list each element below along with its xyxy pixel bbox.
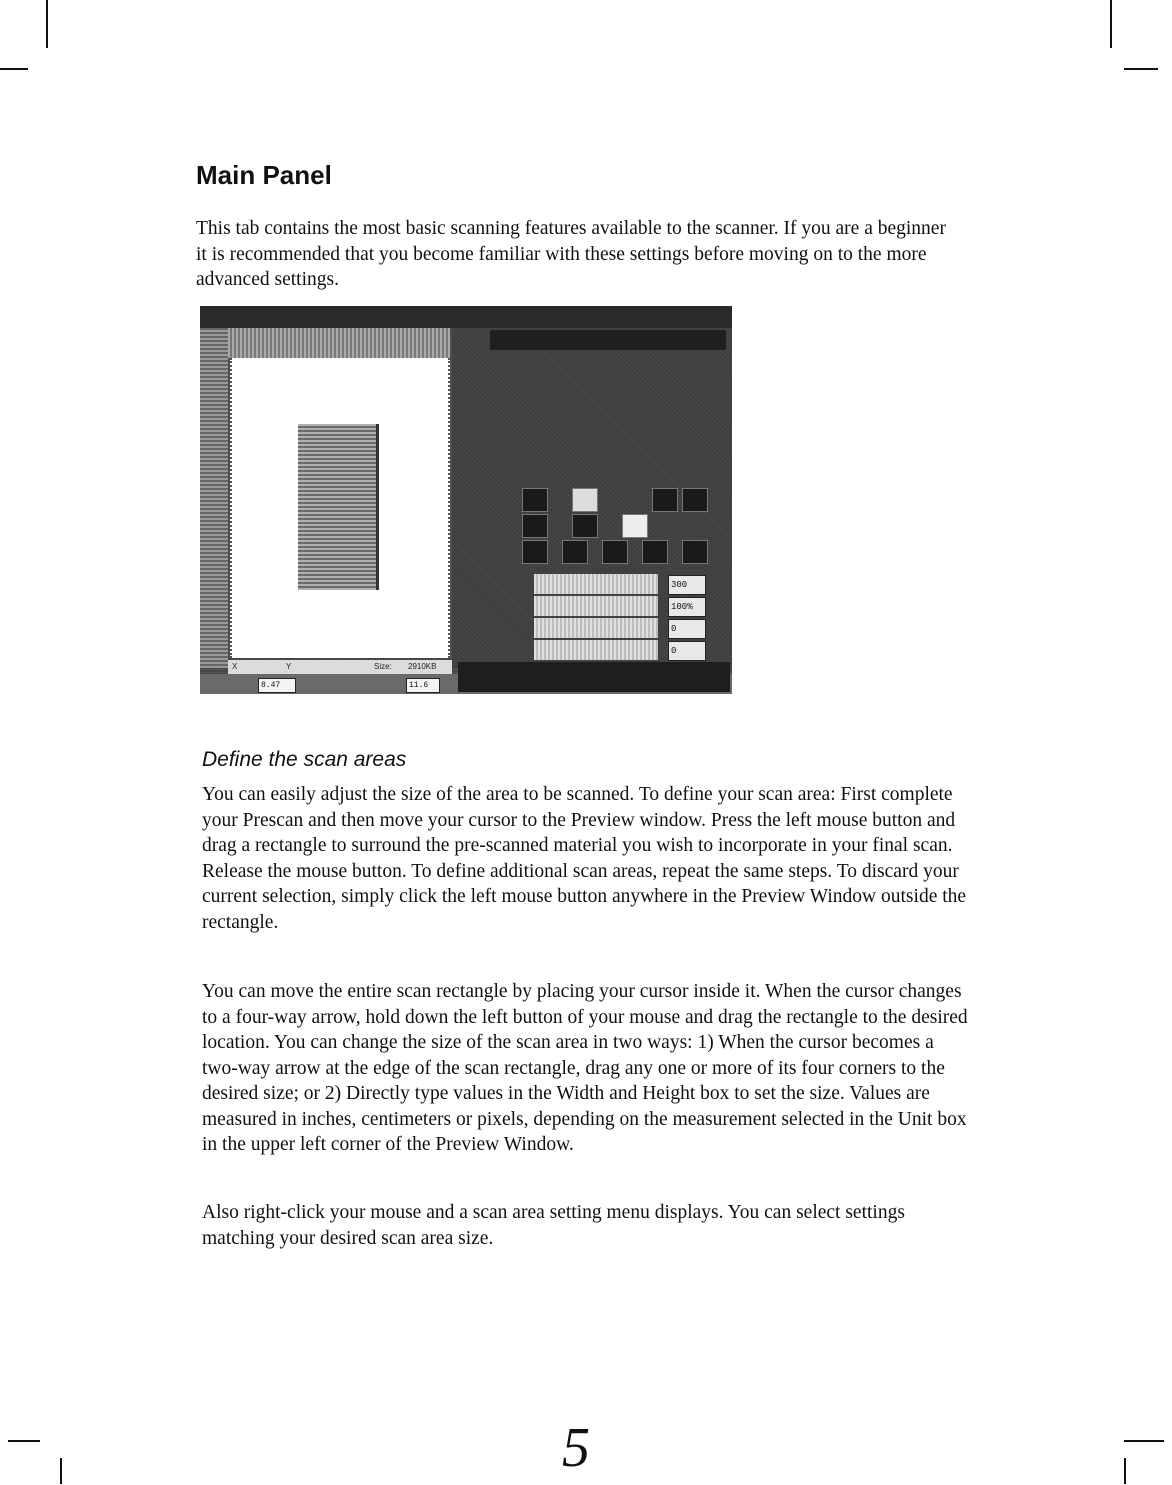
screenshot-tool-button	[652, 488, 678, 512]
crop-mark-top-right-horizontal	[1124, 68, 1158, 70]
crop-mark-bottom-right-horizontal	[1124, 1440, 1164, 1442]
screenshot-value-box: 100%	[668, 597, 706, 617]
screenshot-preview-header	[228, 328, 450, 358]
screenshot-left-toolbar	[200, 328, 228, 668]
screenshot-prescan-image	[298, 424, 379, 590]
screenshot-setting-field	[534, 596, 658, 616]
crop-mark-bottom-left-vertical	[60, 1458, 62, 1484]
crop-mark-top-left-vertical	[46, 0, 48, 48]
status-y-label: Y	[286, 662, 292, 671]
screenshot-tool-button	[602, 540, 628, 564]
screenshot-setting-field	[534, 640, 658, 660]
screenshot-titlebar	[200, 306, 732, 328]
screenshot-value-box: 0	[668, 641, 706, 661]
scanner-screenshot	[200, 306, 732, 694]
screenshot-tool-button	[562, 540, 588, 564]
screenshot-statusbar	[228, 660, 452, 674]
screenshot-value-box: 300	[668, 575, 706, 595]
screenshot-tool-button	[572, 488, 598, 512]
screenshot-value-box: 0	[668, 619, 706, 639]
screenshot-setting-field	[534, 618, 658, 638]
crop-mark-bottom-left-horizontal	[8, 1440, 40, 1442]
screenshot-tool-button	[622, 514, 648, 538]
screenshot-tool-button	[522, 488, 548, 512]
crop-mark-bottom-right-vertical	[1124, 1458, 1126, 1484]
screenshot-bottom-buttons	[458, 662, 730, 692]
body-paragraph: You can move the entire scan rectangle by placing your cursor inside it. When the cursor changes to a four-way arrow, hold down the left button of your mouse and drag the rectangle to the desired location. You can change the size of the scan area in two ways: 1) When the cursor becomes a two-way arrow at the edge of the scan rectangle, drag any one or more of its four corners to the desired size; or 2) Directly type values in the Width and Height box to set the size. Values are measured in inches, centimeters or pixels, depending on the measurement selected in the Unit box in the upper left corner of the Preview Window.	[202, 981, 968, 1155]
page-number: 5	[562, 1417, 590, 1479]
crop-mark-top-left-horizontal	[0, 68, 28, 70]
screenshot-tool-button	[522, 514, 548, 538]
status-x-label: X	[232, 662, 238, 671]
body-paragraph: You can easily adjust the size of the area to be scanned. To define your scan area: First complete your Prescan and then move your cursor to the Preview window. Press the left mouse button and drag a rectangle to surround the pre-scanned material you wish to incorporate in your final scan. Release the mouse button. To define additional scan areas, repeat the same steps. To discard your current selection, simply click the left mouse button anywhere in the Preview Window outside the rectangle.	[202, 784, 967, 933]
status-size-value: 2910KB	[408, 662, 437, 671]
crop-mark-top-right-vertical	[1110, 0, 1112, 48]
screenshot-control-topbar	[490, 330, 726, 350]
screenshot-setting-field	[534, 574, 658, 594]
status-size-label: Size:	[374, 662, 392, 671]
screenshot-tool-button	[682, 488, 708, 512]
screenshot-width-box: 8.47	[258, 678, 296, 693]
page-title: Main Panel	[196, 160, 332, 190]
screenshot-tool-button	[572, 514, 598, 538]
screenshot-tool-button	[522, 540, 548, 564]
screenshot-tool-button	[642, 540, 668, 564]
section-heading: Define the scan areas	[202, 748, 407, 771]
body-paragraph: Also right-click your mouse and a scan area setting menu displays. You can select settings matching your desired scan area size.	[202, 1202, 905, 1249]
screenshot-tool-button	[682, 540, 708, 564]
screenshot-height-box: 11.6	[406, 678, 440, 693]
intro-paragraph: This tab contains the most basic scanning features available to the scanner. If you are a beginner it is recommended that you become familiar with these settings before moving on to the more advanced settings.	[196, 218, 946, 290]
